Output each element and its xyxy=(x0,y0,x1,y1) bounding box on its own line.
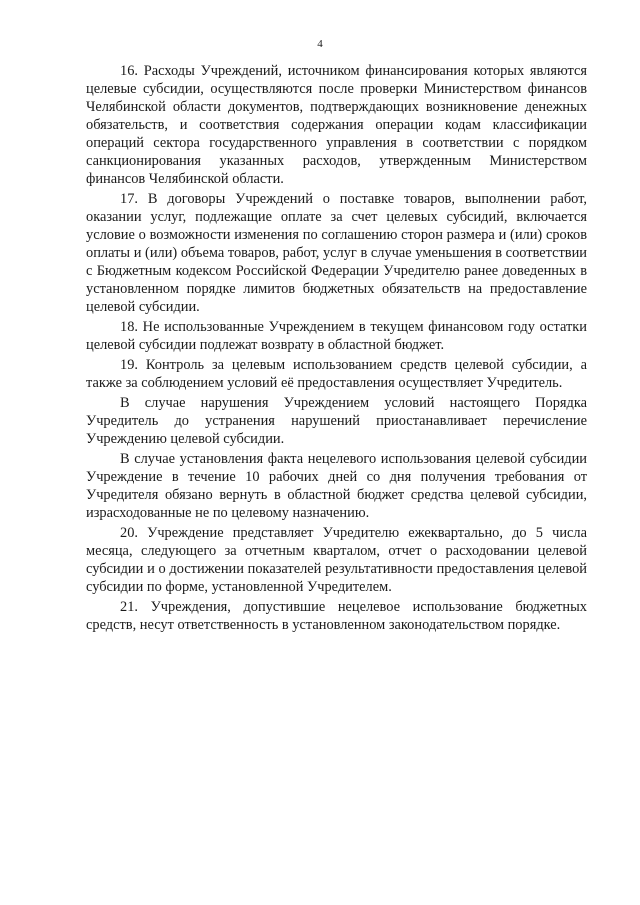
paragraph-20: 20. Учреждение представляет Учредителю ежеквартально, до 5 числа месяца, следующего за отчетным кварталом, отчет о расходовании целевой субсидии и о достижении показателей результативности предоставления целевой субсидии по форме, установленной Учредителем. xyxy=(86,525,587,595)
paragraph-19: 19. Контроль за целевым использованием средств целевой субсидии, а также за соблюдением условий её предоставления осуществляет Учредитель. xyxy=(86,357,587,391)
document-body xyxy=(86,62,587,636)
paragraph-18: 18. Не использованные Учреждением в текущем финансовом году остатки целевой субсидии подлежат возврату в областной бюджет. xyxy=(86,319,587,353)
paragraph-16: 16. Расходы Учреждений, источником финансирования которых являются целевые субсидии, осуществляются после проверки Министерством финансов Челябинской области документов, подтверждающих возникновение денежных обязательств, и соответствия содержания операции кодам классификации операций сектора государственного управления в соответствии с порядком санкционирования указанных расходов, утвержденным Министерством финансов Челябинской области. xyxy=(86,63,587,187)
paragraph-21: 21. Учреждения, допустившие нецелевое использование бюджетных средств, несут ответственность в установленном законодательством порядке. xyxy=(86,599,587,633)
paragraph-17: 17. В договоры Учреждений о поставке товаров, выполнении работ, оказании услуг, подлежащие оплате за счет целевых субсидий, включается условие о возможности изменения по соглашению сторон размера и (или) сроков оплаты и (или) объема товаров, работ, услуг в случае уменьшения в соответствии с Бюджетным кодексом Российской Федерации Учредителю ранее доведенных в установленном порядке лимитов бюджетных обязательств на предоставление целевой субсидии. xyxy=(86,191,587,315)
page-number: 4 xyxy=(317,38,323,50)
paragraph-19-misuse: В случае установления факта нецелевого использования целевой субсидии Учреждение в течение 10 рабочих дней со дня получения требования от Учредителя обязано вернуть в областной бюджет средства целевой субсидии, израсходованные не по целевому назначению. xyxy=(86,451,587,521)
paragraph-19-violation: В случае нарушения Учреждением условий настоящего Порядка Учредитель до устранения нарушений приостанавливает перечисление Учреждению целевой субсидии. xyxy=(86,395,587,447)
